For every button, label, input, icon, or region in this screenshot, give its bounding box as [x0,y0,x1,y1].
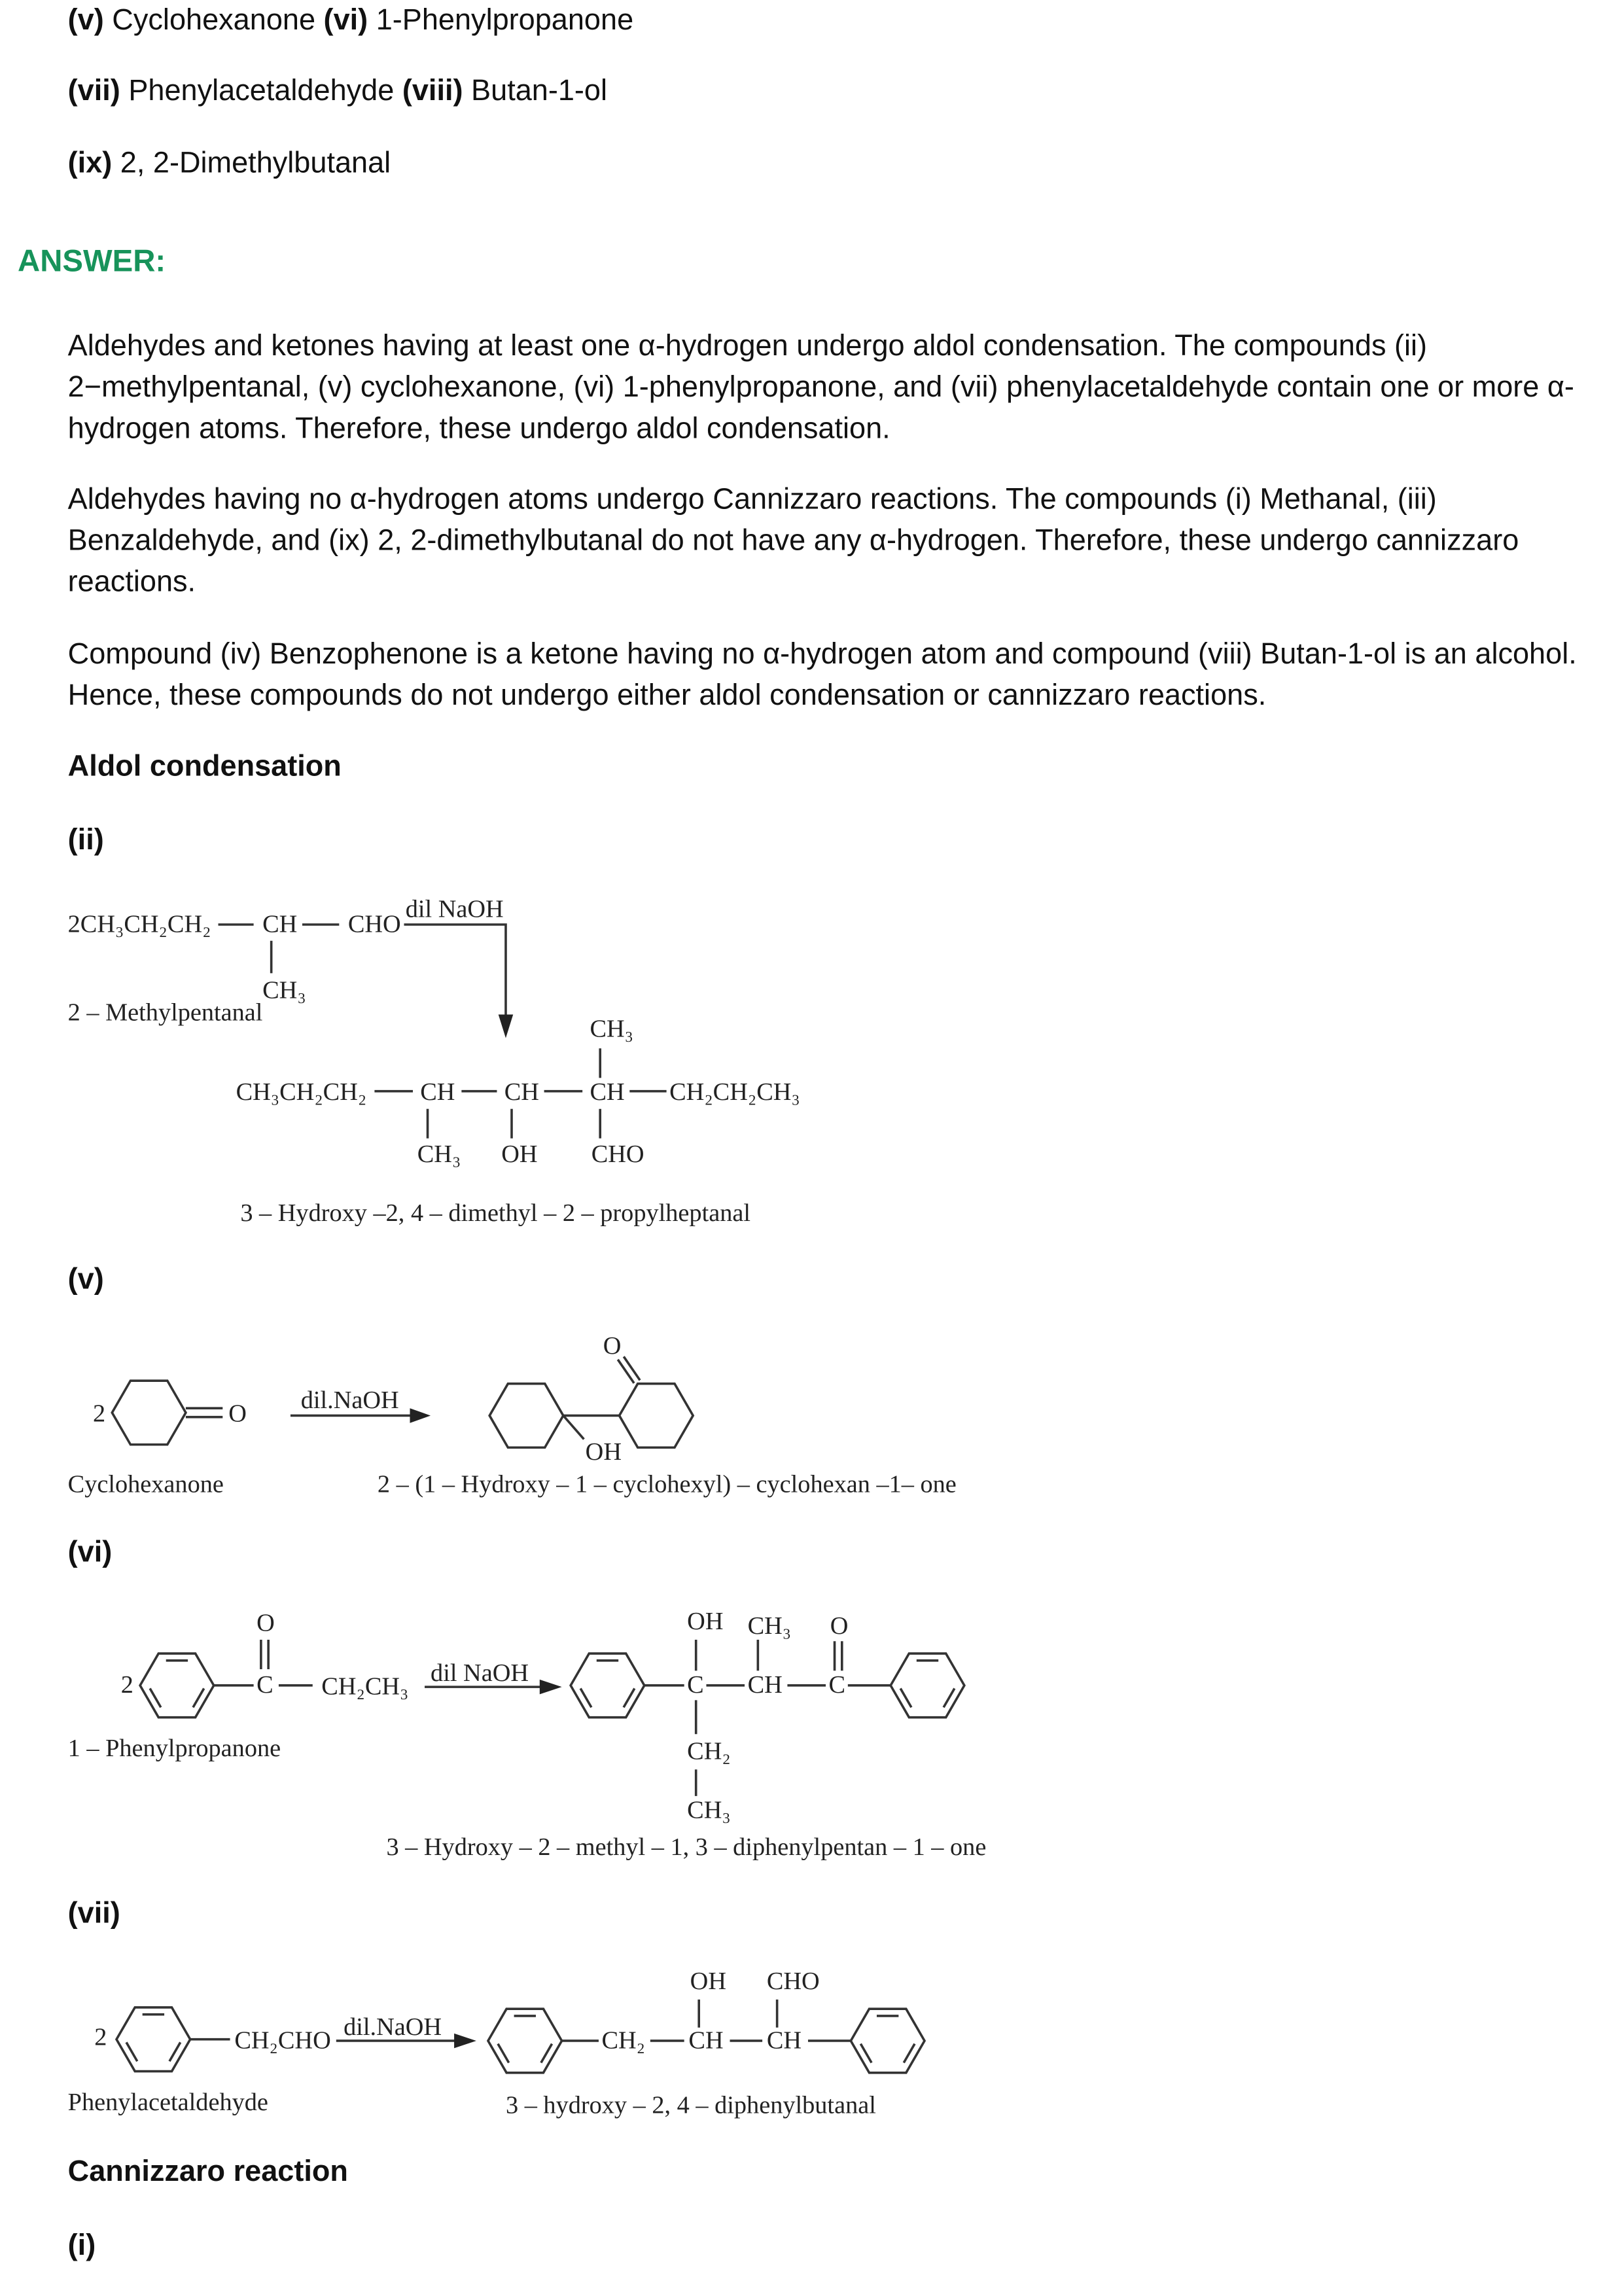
formula: CH [747,1671,783,1699]
formula: CH₃ [262,976,306,1004]
label-vii: (vii) [67,1898,120,1930]
formula: C [256,1671,273,1699]
label-ii: (ii) [67,824,104,857]
reagent: dil.NaOH [300,1386,399,1415]
cyclohexane-ring-icon [489,1384,563,1448]
compound-name: Cyclohexanone [67,1470,224,1498]
arrow-head-icon [454,2034,476,2049]
benzene-ring-icon [488,2009,562,2073]
formula: CH [420,1078,455,1106]
formula: CH₃CH₂CH₂ [236,1078,367,1106]
formula: CH₂CH₂CH₃ [669,1078,800,1106]
benzene-ring-icon [140,1653,214,1718]
benzene-ring-icon [890,1653,964,1718]
formula: CH₂ [601,2026,646,2055]
item-text: Phenylacetaldehyde [128,75,395,108]
item-number: (v) [67,4,104,37]
compound-name: 3 – hydroxy – 2, 4 – diphenylbutanal [505,2091,876,2119]
benzene-ring-icon [571,1653,644,1718]
coefficient: 2 [92,1400,106,1428]
formula: CH₃ [687,1796,731,1824]
formula: O [603,1332,622,1360]
formula: CH₂CH₃ [321,1672,409,1701]
formula: OH [585,1438,622,1466]
ring-outline [620,1384,694,1448]
item-number: (viii) [402,75,463,108]
label-v: (v) [67,1263,104,1296]
aldol-heading: Aldol condensation [67,751,342,783]
coefficient: 2 [120,1671,133,1699]
label-vi: (vi) [67,1536,113,1569]
formula: CH₂ [687,1737,731,1765]
formula: OH [687,1608,724,1636]
label-i: (i) [67,2229,96,2263]
formula: CH [590,1078,625,1106]
formula: O [228,1400,247,1428]
ring-outline [489,1384,563,1448]
formula: 2CH₃CH₂CH₂ [67,910,211,938]
cyclohexane-ring-icon [112,1381,186,1445]
ring-outline [116,2007,190,2072]
formula: CH [262,910,298,938]
reaction-v [68,1332,957,1498]
formula: CH₂CHO [234,2026,331,2055]
formula: CH₃ [590,1015,634,1043]
compound-name: Phenylacetaldehyde [67,2088,268,2116]
reagent: dil NaOH [405,895,504,923]
reagent: dil NaOH [431,1659,529,1687]
ring-outline [140,1653,214,1718]
cannizzaro-heading: Cannizzaro reaction [67,2155,348,2189]
reaction-vii [68,1968,925,2119]
formula: O [256,1609,275,1637]
compound-name: 3 – Hydroxy – 2 – methyl – 1, 3 – diphenylpentan – 1 – one [386,1833,987,1862]
formula: CHO [347,910,401,938]
item-text: 1-Phenylpropanone [376,4,634,37]
benzene-ring-icon [851,2009,925,2073]
reagent: dil.NaOH [344,2013,442,2041]
cyclohexane-ring-icon [620,1384,694,1448]
formula: CHO [766,1968,820,1996]
ring-outline [890,1653,964,1718]
answer-heading: ANSWER: [18,245,166,279]
paragraph: Aldehydes having no α-hydrogen atoms undergo Cannizzaro reactions. The compounds (i) Methanal, (iii) Benzaldehyde, and (ix) 2, 2-dimethylbutanal do not have any α-hydrogen. Therefore, these undergo cannizzaro reactions. [67,484,1519,599]
formula: CH₃ [747,1612,792,1640]
compound-name: 2 – Methylpentanal [67,998,263,1027]
compound-name: 3 – Hydroxy –2, 4 – dimethyl – 2 – propylheptanal [240,1199,751,1227]
formula: CHO [591,1140,644,1168]
benzene-ring-icon [116,2007,190,2072]
item-number: (ix) [67,147,113,180]
formula: OH [501,1140,538,1168]
formula: OH [690,1968,727,1996]
formula: C [828,1671,846,1699]
reaction-vi [68,1608,987,1861]
ring-outline [112,1381,186,1445]
item-number: (vii) [67,75,120,108]
item-number: (vi) [323,4,368,37]
arrow-head-icon [540,1680,562,1695]
formula: C [687,1671,704,1699]
ring-outline [488,2009,562,2073]
compound-name: 1 – Phenylpropanone [67,1735,281,1763]
item-text: 2, 2-Dimethylbutanal [120,147,391,180]
item-text: Butan-1-ol [471,75,608,108]
item-text: Cyclohexanone [112,4,316,37]
coefficient: 2 [94,2023,107,2051]
ring-outline [571,1653,644,1718]
arrow-head-icon [410,1408,431,1423]
paragraph: Compound (iv) Benzophenone is a ketone having no α-hydrogen atom and compound (viii) Butan-1-ol is an alcohol. Hence, these compounds do not undergo either aldol condensation or cannizzaro reactions. [67,638,1577,713]
compound-name: 2 – (1 – Hydroxy – 1 – cyclohexyl) – cyclohexan –1– one [377,1470,957,1498]
reaction-ii [68,896,800,1227]
formula: CH₃ [417,1140,461,1168]
formula: CH [688,2026,724,2055]
formula: O [830,1612,849,1640]
arrow-head-icon [499,1014,514,1038]
formula: CH [504,1078,539,1106]
ring-outline [851,2009,925,2073]
paragraph: Aldehydes and ketones having at least one α-hydrogen undergo aldol condensation. The compounds (ii) 2−methylpentanal, (v) cyclohexanone, (vi) 1-phenylpropanone, and (vii) phenylacetaldehyde contain one or more α-hydrogen atoms. Therefore, these undergo aldol condensation. [67,330,1574,446]
formula: CH [766,2026,802,2055]
